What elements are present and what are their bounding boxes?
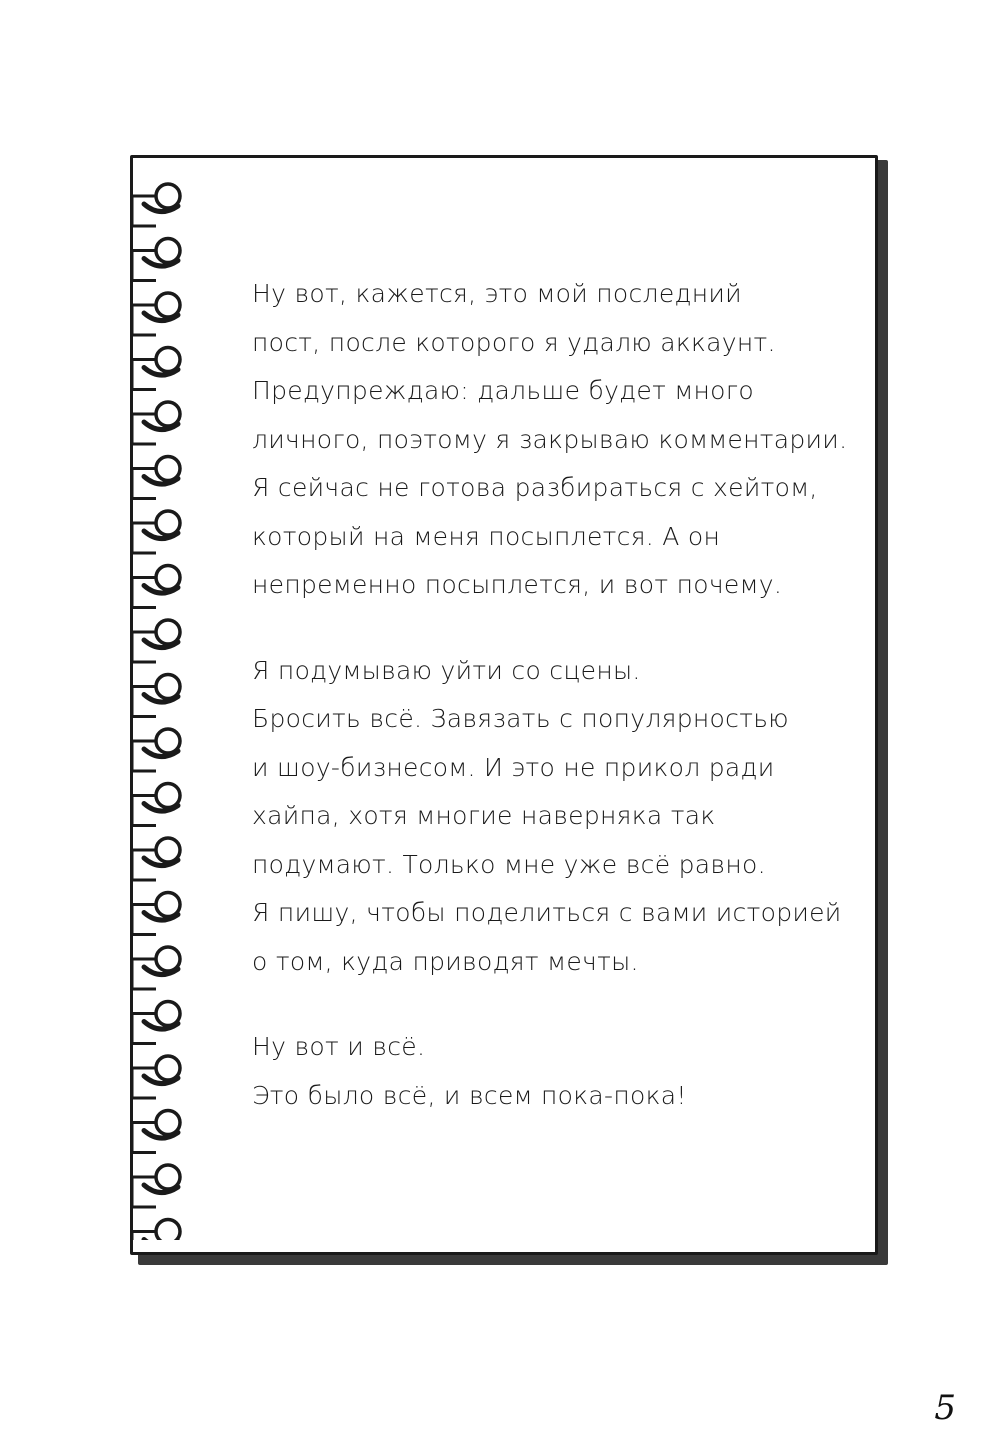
spiral-ring bbox=[132, 1165, 180, 1207]
text-line: Бросить всё. Завязать с популярностью bbox=[252, 704, 789, 733]
text-line: и шоу-бизнесом. И это не прикол ради bbox=[252, 752, 775, 782]
spiral-ring bbox=[132, 729, 180, 771]
text-line: Это было всё, и всем пока-пока! bbox=[252, 1080, 687, 1110]
spiral-ring bbox=[132, 675, 180, 717]
text-line: Предупреждаю: дальше будет много bbox=[252, 376, 754, 405]
text-line: Я пишу, чтобы поделиться с вами историей bbox=[252, 898, 842, 927]
text-line: непременно посыплется, и вот почему. bbox=[252, 570, 783, 599]
paragraph-3 bbox=[252, 1023, 852, 1120]
spiral-ring bbox=[132, 402, 180, 444]
spiral-ring bbox=[132, 947, 180, 989]
paragraph-2 bbox=[252, 647, 852, 987]
text-line: подумают. Только мне уже всё равно. bbox=[252, 849, 766, 879]
spiral-ring bbox=[132, 293, 180, 335]
spiral-ring bbox=[132, 511, 180, 553]
text-line: о том, куда приводят мечты. bbox=[252, 946, 639, 976]
text-line: Я подумываю уйти со сцены. bbox=[252, 655, 641, 685]
spiral-ring bbox=[132, 620, 180, 662]
spiral-ring bbox=[132, 893, 180, 935]
spiral-ring bbox=[132, 1002, 180, 1044]
spiral-ring bbox=[132, 838, 180, 880]
text-line: личного, поэтому я закрываю комментарии. bbox=[252, 424, 848, 454]
spiral-ring bbox=[132, 239, 180, 281]
text-line: Я сейчас не готова разбираться с хейтом, bbox=[252, 473, 818, 502]
spiral-ring bbox=[132, 1220, 180, 1241]
spiral-ring bbox=[132, 457, 180, 499]
note-text bbox=[252, 270, 852, 1157]
text-line: Ну вот и всё. bbox=[252, 1032, 426, 1061]
page-number: 5 bbox=[934, 1388, 956, 1428]
spiral-binding-icon bbox=[120, 180, 200, 1240]
text-line: Ну вот, кажется, это мой последний bbox=[252, 279, 742, 308]
spiral-ring bbox=[132, 184, 180, 226]
spiral-ring bbox=[132, 784, 180, 826]
spiral-ring bbox=[132, 348, 180, 390]
spiral-ring bbox=[132, 566, 180, 608]
text-line: который на меня посыплется. А он bbox=[252, 521, 721, 551]
spiral-ring bbox=[132, 1056, 180, 1098]
paragraph-1 bbox=[252, 270, 852, 610]
text-line: хайпа, хотя многие наверняка так bbox=[252, 801, 716, 830]
text-line: пост, после которого я удалю аккаунт. bbox=[252, 327, 776, 357]
spiral-ring bbox=[132, 1111, 180, 1153]
